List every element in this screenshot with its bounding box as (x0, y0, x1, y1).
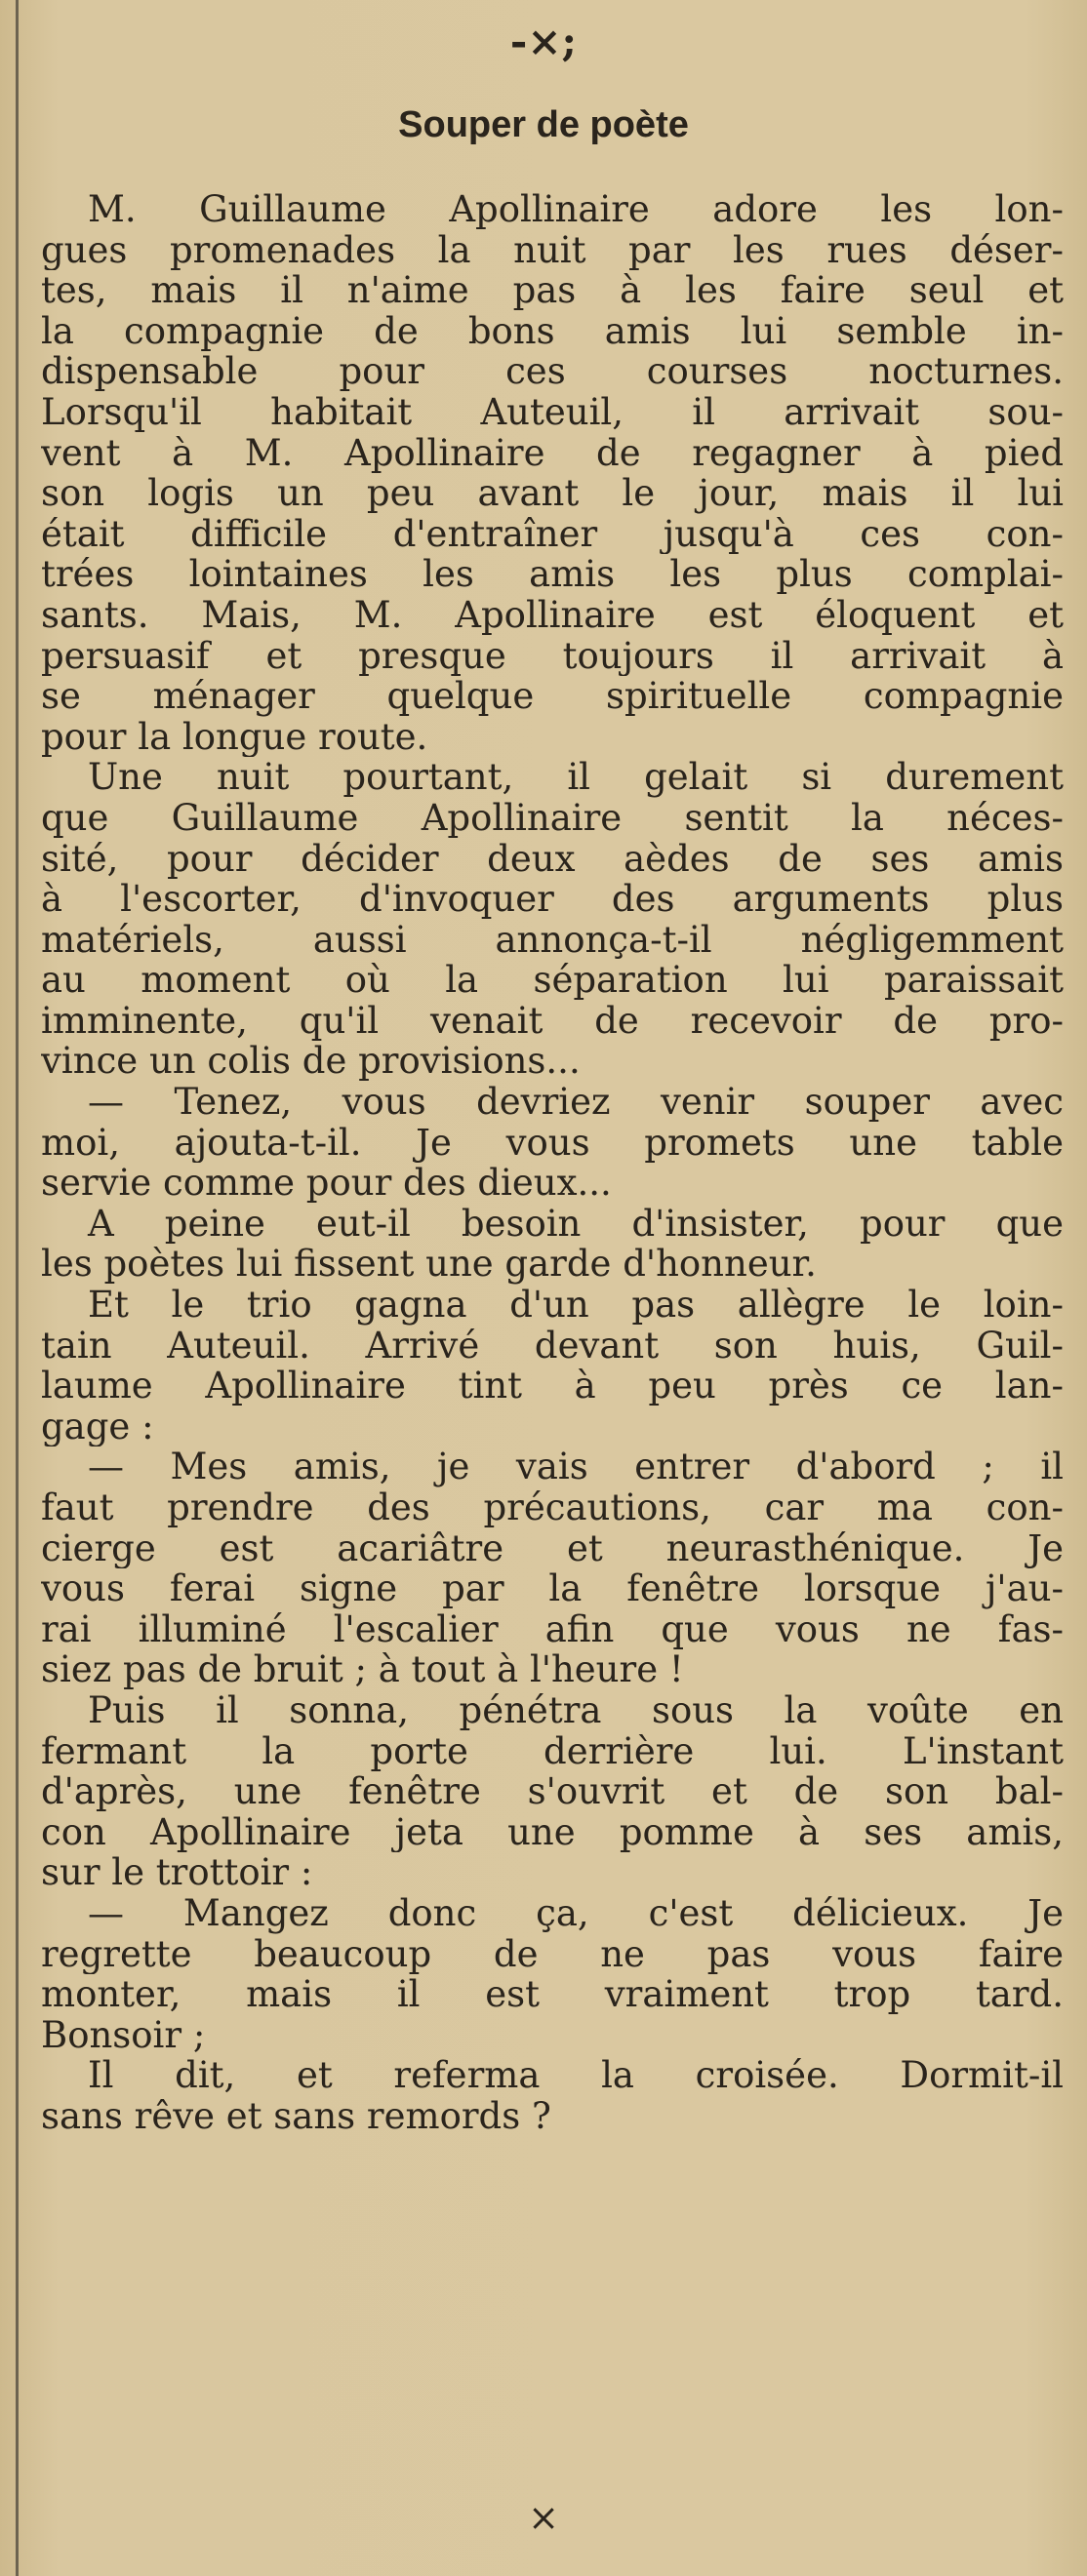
text-line: moi, ajouta-t-il. Je vous promets une table (41, 1122, 1064, 1164)
text-line: Lorsqu'il habitait Auteuil, il arrivait sou- (41, 391, 1064, 433)
text-line: à l'escorter, d'invoquer des arguments plus (41, 879, 1064, 920)
text-line: Puis il sonna, pénétra sous la voûte en (88, 1689, 1064, 1731)
text-line: persuasif et presque toujours il arrivait à (41, 635, 1064, 677)
text-line: son logis un peu avant le jour, mais il lui (41, 473, 1064, 514)
text-line: sants. Mais, M. Apollinaire est éloquent et (41, 594, 1064, 636)
text-line: Et le trio gagna d'un pas allègre le loin- (88, 1285, 1064, 1326)
text-line: était difficile d'entraîner jusqu'à ces con- (41, 513, 1064, 555)
text-line: con Apollinaire jeta une pomme à ses amis, (41, 1811, 1064, 1853)
text-line: vince un colis de provisions... (41, 1041, 581, 1083)
text-line: fermant la porte derrière lui. L'instant (41, 1730, 1064, 1772)
text-line: vous ferai signe par la fenêtre lorsque j'au- (41, 1568, 1064, 1609)
text-line: A peine eut-il besoin d'insister, pour que (88, 1203, 1064, 1245)
text-line: que Guillaume Apollinaire sentit la néces- (41, 797, 1064, 839)
bottom-ornament: × (528, 2496, 559, 2539)
text-line: — Mes amis, je vais entrer d'abord ; il (88, 1447, 1064, 1487)
text-line: servie comme pour des dieux... (41, 1163, 612, 1204)
article-body (41, 189, 1064, 2137)
text-line: tain Auteuil. Arrivé devant son huis, Guil- (41, 1325, 1064, 1367)
text-line: — Mangez donc ça, c'est délicieux. Je (88, 1892, 1064, 1934)
text-line: se ménager quelque spirituelle compagnie (41, 676, 1064, 717)
text-line: laume Apollinaire tint à peu près ce lan- (41, 1366, 1064, 1407)
text-line: Il dit, et referma la croisée. Dormit-il (88, 2055, 1064, 2096)
article-title: Souper de poète (398, 104, 689, 145)
text-line: siez pas de bruit ; à tout à l'heure ! (41, 1649, 684, 1690)
text-line: cierge est acariâtre et neurasthénique. Je (41, 1527, 1064, 1569)
text-line: vent à M. Apollinaire de regagner à pied (41, 432, 1064, 474)
column-rule (16, 0, 19, 2576)
text-line: pour la longue route. (41, 716, 428, 758)
text-line: les poètes lui fissent une garde d'honneur. (41, 1244, 817, 1286)
text-line: matériels, aussi annonça-t-il négligemment (41, 919, 1064, 961)
text-line: M. Guillaume Apollinaire adore les lon- (88, 189, 1064, 230)
text-line: sur le trottoir : (41, 1852, 313, 1893)
text-line: sans rêve et sans remords ? (41, 2095, 551, 2137)
text-line: — Tenez, vous devriez venir souper avec (88, 1082, 1064, 1123)
text-line: dispensable pour ces courses nocturnes. (41, 351, 1064, 392)
text-line: tes, mais il n'aime pas à les faire seul et (41, 270, 1064, 311)
text-line: Bonsoir ; (41, 2014, 206, 2056)
text-line: monter, mais il est vraiment trop tard. (41, 1974, 1064, 2015)
top-ornament: -×; (509, 18, 578, 65)
text-line: gues promenades la nuit par les rues déser- (41, 229, 1064, 271)
text-line: la compagnie de bons amis lui semble in- (41, 310, 1064, 352)
text-line: regrette beaucoup de ne pas vous faire (41, 1933, 1064, 1975)
text-line: imminente, qu'il venait de recevoir de pro- (41, 1000, 1064, 1042)
text-line: rai illuminé l'escalier afin que vous ne fas- (41, 1608, 1064, 1650)
text-line: faut prendre des précautions, car ma con- (41, 1487, 1064, 1528)
text-line: gage : (41, 1406, 154, 1447)
text-line: Une nuit pourtant, il gelait si durement (88, 757, 1064, 798)
text-line: trées lointaines les amis les plus complai- (41, 554, 1064, 595)
text-line: au moment où la séparation lui paraissait (41, 960, 1064, 1001)
text-line: d'après, une fenêtre s'ouvrit et de son bal- (41, 1771, 1064, 1812)
text-line: sité, pour décider deux aèdes de ses amis (41, 838, 1064, 880)
